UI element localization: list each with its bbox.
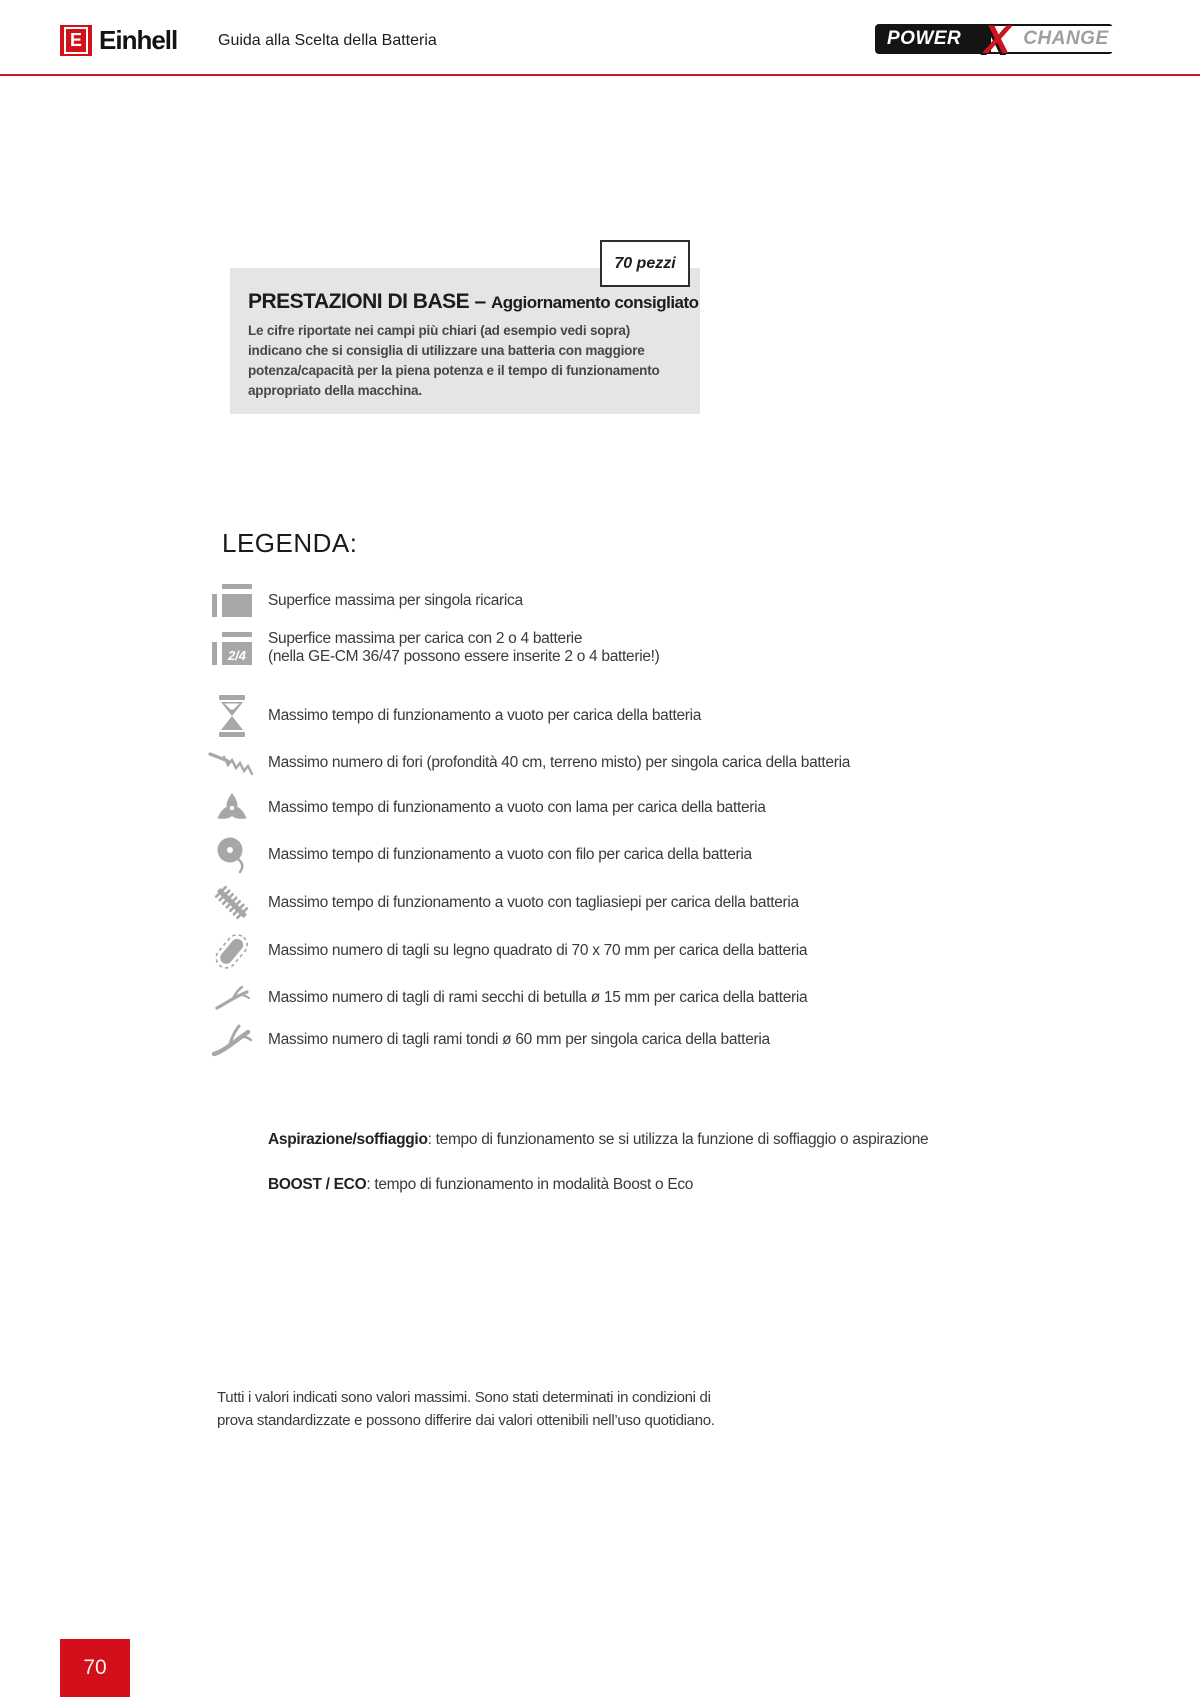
page-title: Guida alla Scelta della Batteria: [218, 32, 437, 49]
info-box-title: PRESTAZIONI DI BASE – Aggiornamento consigliato: [248, 290, 699, 313]
einhell-wordmark: Einhell: [99, 25, 178, 55]
power-x-change-x: X: [984, 18, 1011, 62]
einhell-logo: [60, 25, 177, 56]
legend-row: Superfice massima per singola ricarica: [206, 584, 523, 617]
info-box-title-sub: Aggiornamento consigliato: [491, 293, 699, 312]
trimmer-spool-icon: [206, 836, 258, 874]
einhell-logo-icon: E: [60, 25, 92, 56]
legend-heading: LEGENDA:: [222, 528, 358, 558]
legend-row: Massimo numero di tagli su legno quadrato di 70 x 70 mm per carica della batteria: [206, 931, 807, 971]
chainsaw-bar-icon: [206, 931, 258, 971]
legend-row: 2/4 Superfice massima per carica con 2 o 4 batterie (nella GE-CM 36/47 possono essere inserite 2 o 4 batterie!): [206, 630, 660, 666]
legend-row: Massimo tempo di funzionamento a vuoto con tagliasiepi per carica della batteria: [206, 883, 799, 923]
power-x-change-power: POWER: [877, 26, 991, 52]
branch-large-icon: [206, 1022, 258, 1058]
power-x-change-logo: [875, 18, 1113, 62]
note-aspirazione: Aspirazione/soffiaggio: tempo di funzionamento se si utilizza la funzione di soffiaggio o aspirazione: [268, 1131, 929, 1148]
branch-small-icon: [206, 984, 258, 1012]
hedge-trimmer-icon: [206, 883, 258, 923]
legend-row: Massimo numero di fori (profondità 40 cm, terreno misto) per singola carica della batteria: [206, 748, 850, 778]
svg-text:2/4: 2/4: [227, 647, 247, 663]
legend-row: Massimo numero di tagli di rami secchi di betulla ø 15 mm per carica della batteria: [206, 984, 807, 1012]
note-boost-eco: BOOST / ECO: tempo di funzionamento in modalità Boost o Eco: [268, 1176, 694, 1193]
pieces-badge: 70 pezzi: [600, 240, 690, 287]
info-box-body: Le cifre riportate nei campi più chiari (ad esempio vedi sopra) indicano che si consiglia di utilizzare una batteria con maggiore potenza/capacità per la piena potenza e il tempo di funzionamento appropriato della macchina.: [248, 323, 660, 398]
page-number: 70: [60, 1639, 130, 1697]
legend-row: Massimo tempo di funzionamento a vuoto per carica della batteria: [206, 695, 701, 737]
disclaimer-note: Tutti i valori indicati sono valori massimi. Sono stati determinati in condizioni di prova standardizzate e possono differire dai valori ottenibili nell’uso quotidiano.: [217, 1389, 715, 1429]
info-box: [230, 268, 700, 414]
earth-auger-icon: [206, 748, 258, 778]
power-x-change-change: CHANGE: [991, 26, 1118, 52]
legend-row: Massimo tempo di funzionamento a vuoto con lama per carica della batteria: [206, 789, 766, 827]
hourglass-icon: [206, 695, 258, 737]
legend-row: Massimo numero di tagli rami tondi ø 60 mm per singola carica della batteria: [206, 1022, 770, 1058]
surface-2-4-icon: [206, 632, 258, 665]
legend-row: Massimo tempo di funzionamento a vuoto con filo per carica della batteria: [206, 836, 752, 874]
header-divider: [0, 74, 1200, 76]
mower-blade-icon: [206, 789, 258, 827]
surface-icon: [206, 584, 258, 617]
info-box-title-main: PRESTAZIONI DI BASE: [248, 290, 470, 313]
